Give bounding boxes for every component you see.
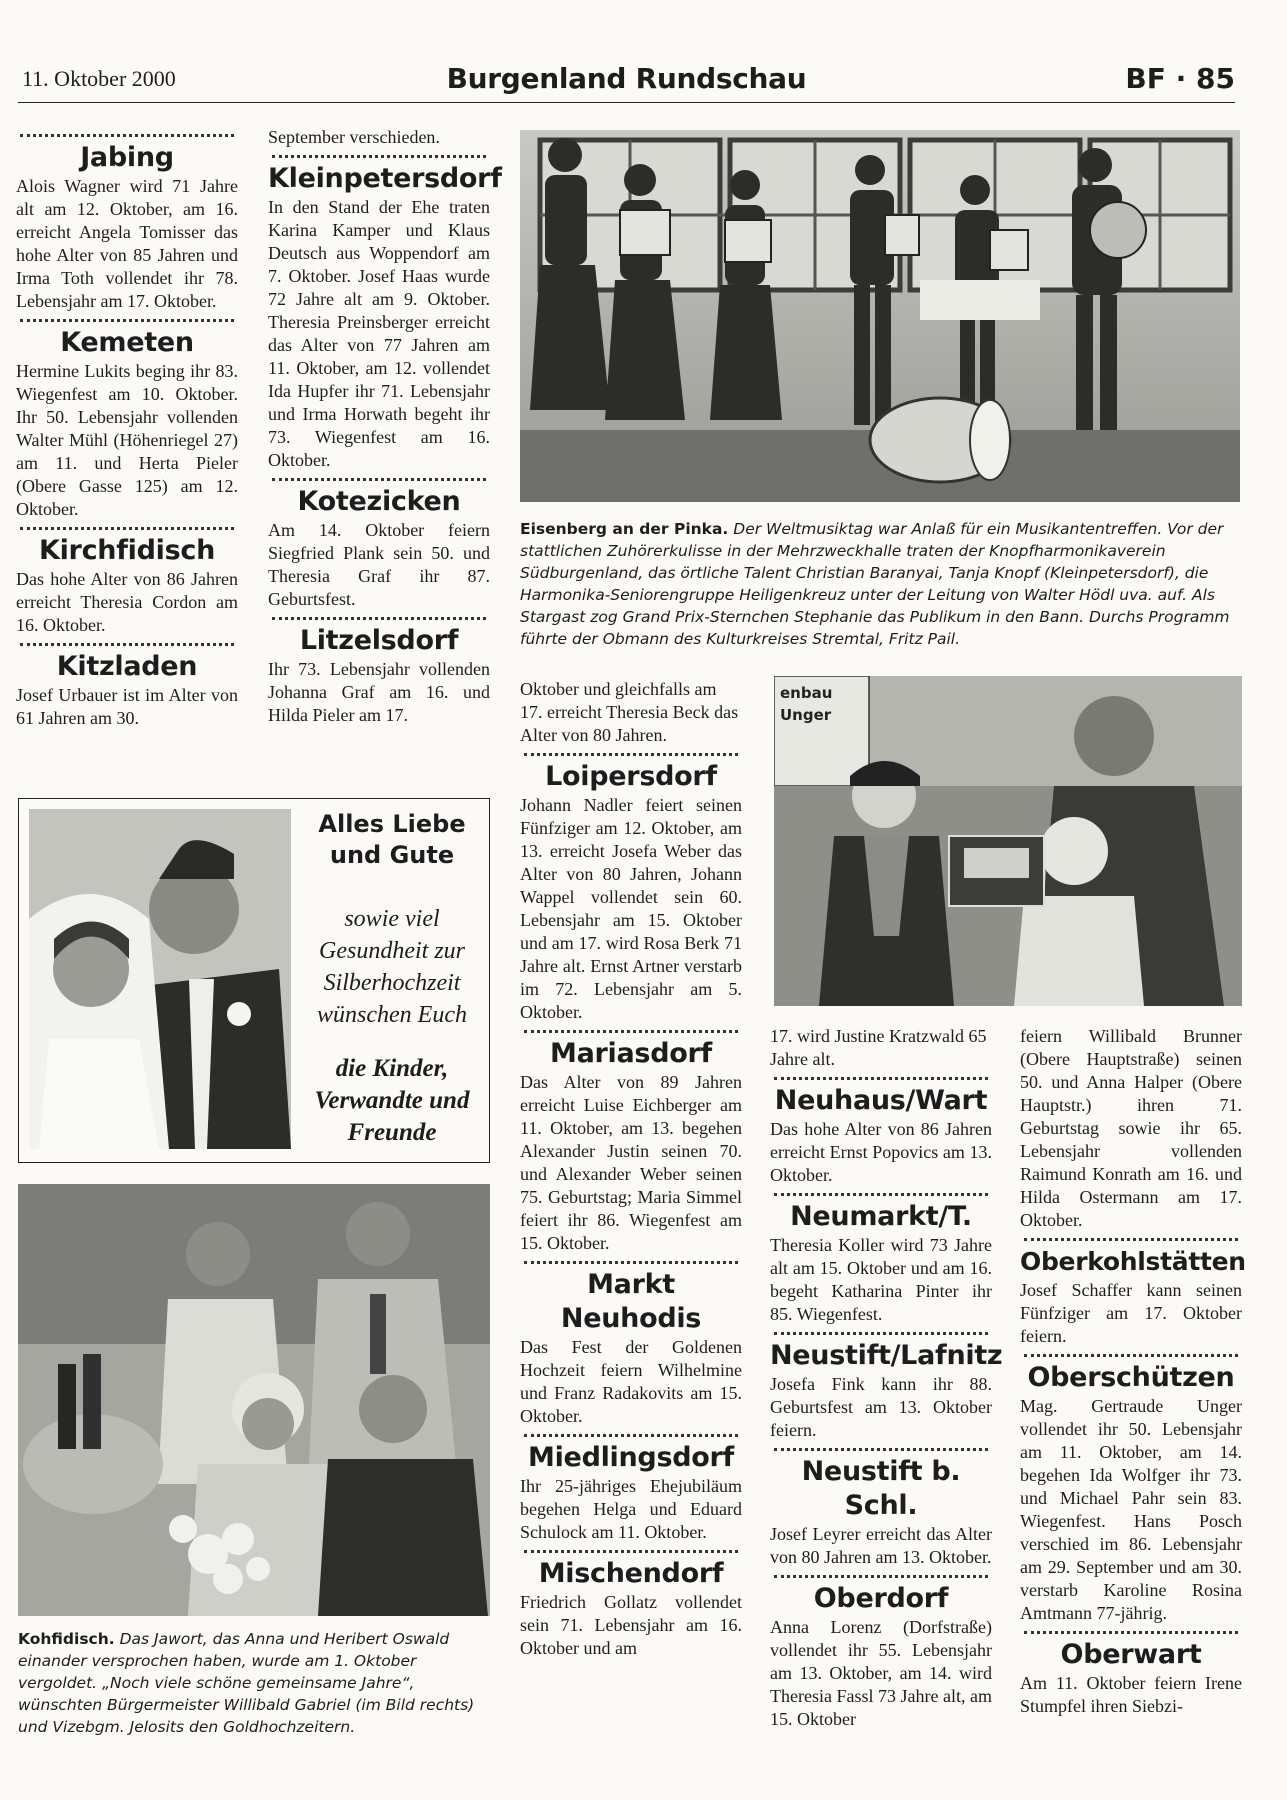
place-heading: Kirchfidisch (38, 535, 215, 566)
continued-text: Oktober und gleichfalls am 17. erreicht Theresia Beck das Alter von 80 Jahren. (520, 679, 739, 745)
place-heading: Kemeten (60, 327, 194, 358)
entry-text: Das hohe Alter von 86 Jahren erreicht Ernst Popovics am 13. Oktober. (770, 1119, 992, 1185)
dotted-divider (774, 1332, 988, 1335)
ad-signature: die Kinder, Verwandte und Freunde (314, 1055, 470, 1146)
column-4 (770, 1025, 1003, 1731)
place-heading: Litzelsdorf (299, 625, 459, 656)
dotted-divider (524, 753, 738, 756)
dotted-divider (774, 1575, 988, 1578)
entry-text: Josef Leyrer erreicht das Alter von 80 Jahren am 13. Oktober. (770, 1524, 992, 1567)
entry-text: Das Fest der Goldenen Hochzeit feiern Wilhelmine und Franz Radakovits am 15. Oktober. (520, 1337, 742, 1426)
entry-oberschuetzen (1020, 1361, 1242, 1625)
music-meeting-caption (520, 518, 1242, 650)
place-heading: Oberschützen (1027, 1362, 1235, 1393)
entry-kotezicken (268, 485, 490, 611)
newspaper-title: Burgenland Rundschau (446, 62, 807, 95)
continued-text: September verschieden. (268, 127, 440, 147)
ad-wish-text: sowie viel Gesundheit zur Silberhochzeit wünschen Euch (317, 906, 467, 1028)
entry-kitzladen (16, 650, 238, 730)
entry-text: Josef Schaffer kann seinen Fünfziger am 17. Oktober feiern. (1020, 1280, 1242, 1346)
entry-text: Johann Nadler feiert seinen Fünfziger am 12. Oktober, am 13. erreicht Josefa Weber das Alter von 80 Jahren, Johann Wappel vollendet sein 60. Lebensjahr am 15. Oktober und am 17. wird Rosa Berk 71 Jahre alt. Ernst Artner verstarb im 72. Lebensjahr am 5. Oktober. (520, 795, 742, 1022)
entry-text: Das Alter von 89 Jahren erreicht Luise Eichberger am 11. Oktober, am 13. begehen Alexander Justin seinen 70. und Alexander Weber seinen 75. Geburtstag; Maria Simmel feiert ihr 86. Wiegenfest am 15. Oktober. (520, 1072, 742, 1253)
dotted-divider (272, 155, 486, 158)
entry-text: Josef Urbauer ist im Alter von 61 Jahren am 30. (16, 685, 238, 728)
place-heading: Oberwart (1060, 1639, 1202, 1670)
entry-neuhaus-wart (770, 1084, 992, 1187)
place-heading: Oberkohlstätten (1020, 1247, 1246, 1276)
place-heading: Kitzladen (56, 651, 198, 682)
entry-miedlingsdorf (520, 1441, 742, 1544)
place-heading: Kleinpetersdorf (268, 163, 502, 194)
dotted-divider (524, 1550, 738, 1553)
place-heading: Jabing (80, 142, 174, 173)
entry-neustift-lafnitz (770, 1339, 1003, 1442)
entry-mischendorf (520, 1557, 742, 1660)
sign-line-1: enbau (780, 684, 833, 702)
entry-text: Friedrich Gollatz vollendet sein 71. Lebensjahr am 16. Oktober und am (520, 1592, 742, 1658)
entry-kemeten (16, 326, 238, 521)
entry-mariasdorf (520, 1037, 742, 1255)
entry-text: In den Stand der Ehe traten Karina Kamper und Klaus Deutsch aus Woppendorf am 7. Oktober. Josef Haas wurde 72 Jahre alt am 9. Oktober. Theresia Preinsberger erreicht das Alter von 77 Jahren am 11. Oktober, am 12. vollendet Ida Hupfer ihr 71. Lebensjahr und Irma Horwath begeht ihr 73. Wiegenfest am 16. Oktober. (268, 197, 490, 470)
dotted-divider (20, 527, 234, 530)
page-number: BF · 85 (1125, 62, 1235, 95)
entry-text: Anna Lorenz (Dorfstraße) vollendet ihr 55. Lebensjahr am 13. Oktober, am 14. wird Theresia Fassl 73 Jahre alt, am 15. Oktober (770, 1617, 992, 1729)
dotted-divider (1024, 1354, 1238, 1357)
dotted-divider (774, 1448, 988, 1451)
place-heading: Oberdorf (813, 1583, 949, 1614)
caption-place: Kohfidisch. (18, 1630, 115, 1648)
entry-text: Das hohe Alter von 86 Jahren erreicht Theresia Cordon am 16. Oktober. (16, 569, 238, 635)
dotted-divider (20, 134, 234, 137)
caption-text: Der Weltmusiktag war Anlaß für ein Musikantentreffen. Vor der stattlichen Zuhörerkulisse in der Mehrzweckhalle traten der Knopfharmonikaverein Südburgenland, das örtliche Talent Christian Baranyai, Tanja Knopf (Kleinpetersdorf), die Harmonika-Seniorengruppe Heiligenkreuz unter der Leitung von Walter Hödl uva. auf. Als Stargast zog Grand Prix-Sternchen Stephanie das Publikum in den Bann. Durchs Programm führte der Obmann des Kulturkreises Stremtal, Fritz Pail. (520, 520, 1230, 648)
page-header (18, 60, 1235, 103)
caption-text: Das Jawort, das Anna und Heribert Oswald einander versprochen haben, wurde am 1. Oktober vergoldet. „Noch viele schöne gemeinsame Jahre“, wünschten Bürgermeister Willibald Gabriel (im Bild rechts) und Vizebgm. Jelosits den Goldhochzeitern. (18, 1630, 475, 1736)
place-heading: Neumarkt/T. (790, 1201, 972, 1232)
golden-wedding-photo (18, 1184, 490, 1616)
dotted-divider (524, 1434, 738, 1437)
place-heading: Miedlingsdorf (528, 1442, 734, 1473)
place-heading: Kotezicken (297, 486, 461, 517)
dotted-divider (272, 617, 486, 620)
entry-text: Am 14. Oktober feiern Siegfried Plank sein 50. und Theresia Graf ihr 87. Geburtsfest. (268, 520, 490, 609)
column-2 (268, 126, 502, 727)
place-heading: Loipersdorf (545, 761, 717, 792)
entry-jabing (16, 141, 238, 313)
caption-place: Eisenberg an der Pinka. (520, 520, 729, 538)
place-heading: Neustift/Lafnitz (770, 1340, 1003, 1371)
entry-kleinpetersdorf (268, 162, 502, 472)
place-heading: Neuhaus/Wart (774, 1085, 988, 1116)
musicians-image (520, 130, 1240, 502)
dotted-divider (1024, 1631, 1238, 1634)
award-photo (774, 676, 1242, 1006)
entry-text: Josefa Fink kann ihr 88. Geburtsfest am 13. Oktober feiern. (770, 1374, 992, 1440)
couple-image (29, 809, 291, 1149)
continued-text: feiern Willibald Brunner (Obere Hauptstraße) seinen 50. und Anna Halper (Obere Hauptstr.) ihren 71. Geburtstag sowie ihr 65. Lebensjahr vollenden Raimund Konrath am 16. und Hilda Ostermann am 17. Oktober. (1020, 1026, 1242, 1230)
place-heading: Mariasdorf (550, 1038, 712, 1069)
entry-loipersdorf (520, 760, 742, 1024)
entry-neumarkt (770, 1200, 992, 1326)
golden-wedding-caption (18, 1628, 490, 1738)
sign-line-2: Unger (780, 706, 832, 724)
entry-text: Ihr 73. Lebensjahr vollenden Johanna Graf am 16. und Hilda Pieler am 17. (268, 659, 490, 725)
dotted-divider (20, 643, 234, 646)
column-5 (1020, 1025, 1246, 1718)
entry-oberdorf (770, 1582, 992, 1731)
ad-headline: Alles Liebe und Gute (318, 810, 466, 869)
entry-text: Theresia Koller wird 73 Jahre alt am 15. Oktober und am 16. begeht Katharina Pinter ihr 85. Wiegenfest. (770, 1235, 992, 1324)
entry-markt-neuhodis (520, 1268, 742, 1428)
column-3 (520, 678, 742, 1660)
column-1 (16, 128, 238, 730)
continued-text: 17. wird Justine Kratzwald 65 Jahre alt. (770, 1026, 987, 1069)
entry-text: Ihr 25-jähriges Ehejubiläum begehen Helga und Eduard Schulock am 11. Oktober. (520, 1476, 742, 1542)
entry-text: Hermine Lukits beging ihr 83. Wiegenfest am 10. Oktober. Ihr 50. Lebensjahr vollenden Walter Mühl (Höhenriegel 27) am 11. und Herta Pieler (Obere Gasse 125) am 12. Oktober. (16, 361, 238, 519)
dotted-divider (1024, 1238, 1238, 1241)
place-heading: Mischendorf (538, 1558, 724, 1589)
dotted-divider (774, 1193, 988, 1196)
anniversary-ad (18, 798, 490, 1163)
dotted-divider (524, 1261, 738, 1264)
entry-litzelsdorf (268, 624, 490, 727)
entry-neustift-schl (770, 1455, 992, 1569)
entry-oberkohlstaetten (1020, 1245, 1246, 1348)
dotted-divider (272, 478, 486, 481)
place-heading: Neustift b. Schl. (801, 1456, 961, 1521)
golden-wedding-image (18, 1184, 490, 1616)
entry-text: Am 11. Oktober feiern Irene Stumpfel ihren Siebzi- (1020, 1673, 1242, 1716)
dotted-divider (524, 1030, 738, 1033)
entry-kirchfidisch (16, 534, 238, 637)
award-image (774, 676, 1242, 1006)
wedding-photo (29, 809, 291, 1149)
entry-text: Mag. Gertraude Unger vollendet ihr 50. Lebensjahr am 11. Oktober, am 14. begehen Ida Wolfger ihr 73. und Michael Pahr sein 83. Wiegenfest. Hans Posch verschied im 86. Lebensjahr am 29. September und am 30. verstarb Karoline Rosina Amtmann 77-jährig. (1020, 1396, 1242, 1623)
music-meeting-photo (520, 130, 1240, 502)
issue-date: 11. Oktober 2000 (22, 66, 176, 91)
dotted-divider (20, 319, 234, 322)
entry-oberwart (1020, 1638, 1242, 1718)
entry-text: Alois Wagner wird 71 Jahre alt am 12. Oktober, am 16. erreicht Angela Tomisser das hohe Alter von 85 Jahren und Irma Toth vollendet ihr 78. Lebensjahr am 17. Oktober. (16, 176, 238, 311)
dotted-divider (774, 1077, 988, 1080)
place-heading: Markt Neuhodis (560, 1269, 702, 1334)
